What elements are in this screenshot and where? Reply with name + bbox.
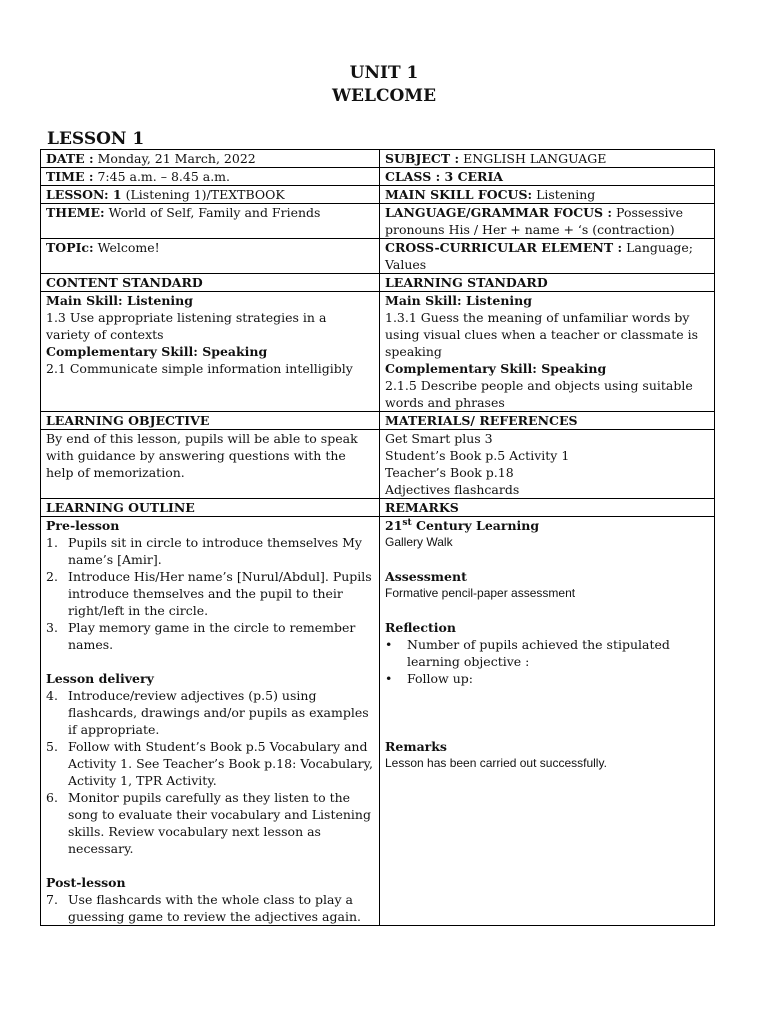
item-number: 7.: [46, 892, 58, 907]
item-text: Introduce His/Her name’s [Nurul/Abdul]. Pupils introduce themselves and the pupil to their right/left in the circle.: [68, 569, 372, 618]
item-number: 6.: [46, 790, 58, 805]
skill-focus-cell: [380, 186, 715, 204]
century-suffix: st: [402, 517, 412, 528]
item-text: Follow up:: [407, 671, 473, 686]
post-lesson-list: [46, 891, 374, 925]
material-item: Student’s Book p.5 Activity 1: [385, 448, 570, 463]
list-item: [46, 891, 374, 925]
item-text: Number of pupils achieved the stipulated learning objective :: [407, 637, 670, 669]
ls-comp-skill-label: Complementary Skill: Speaking: [385, 361, 607, 376]
ls-comp-skill-text: 2.1.5 Describe people and objects using suitable words and phrases: [385, 378, 693, 410]
date-cell: [41, 150, 380, 168]
time-cell: [41, 168, 380, 186]
subject-value: ENGLISH LANGUAGE: [459, 151, 607, 166]
theme-label: THEME:: [46, 205, 105, 220]
cross-curricular-cell: [380, 239, 715, 274]
material-item: Teacher’s Book p.18: [385, 465, 514, 480]
item-text: Monitor pupils carefully as they listen to the song to evaluate their vocabulary and Listening skills. Review vocabulary next lesson as necessary.: [68, 790, 371, 856]
list-item: [46, 619, 374, 653]
outline-heading: LEARNING OUTLINE: [41, 499, 380, 517]
material-item: Get Smart plus 3: [385, 431, 493, 446]
reflection-list: [385, 636, 709, 687]
assessment-label: Assessment: [385, 569, 467, 584]
century-rest: Century Learning: [411, 518, 540, 533]
lesson-label: LESSON: 1: [46, 187, 122, 202]
grammar-cell: [380, 204, 715, 239]
lesson-value: (Listening 1)/TEXTBOOK: [121, 187, 285, 202]
item-text: Use flashcards with the whole class to play a guessing game to review the adjectives again.: [68, 892, 361, 924]
time-label: TIME :: [46, 169, 94, 184]
objective-text: By end of this lesson, pupils will be able to speak with guidance by answering questions with the help of memorization.: [41, 430, 380, 499]
remarks-heading: REMARKS: [380, 499, 715, 517]
objective-heading: LEARNING OBJECTIVE: [41, 412, 380, 430]
page-title: WELCOME: [331, 86, 437, 106]
list-item: [46, 568, 374, 619]
list-item: [46, 789, 374, 857]
subject-cell: [380, 150, 715, 168]
list-item: [385, 636, 709, 670]
item-text: Introduce/review adjectives (p.5) using flashcards, drawings and/or pupils as examples if appropriate.: [68, 688, 369, 737]
item-text: Play memory game in the circle to remember names.: [68, 620, 356, 652]
item-number: 1.: [46, 535, 58, 550]
item-text: Follow with Student’s Book p.5 Vocabulary and Activity 1. See Teacher’s Book p.18: Vocabulary, Activity 1, TPR Activity.: [68, 739, 373, 788]
list-item: [46, 687, 374, 738]
cs-main-skill-label: Main Skill: Listening: [46, 293, 193, 308]
item-number: 4.: [46, 688, 58, 703]
list-item: [46, 534, 374, 568]
date-label: DATE :: [46, 151, 94, 166]
bullet: •: [385, 637, 393, 652]
date-value: Monday, 21 March, 2022: [93, 151, 256, 166]
remarks-label: Remarks: [385, 739, 447, 754]
outline-cell: [41, 517, 380, 926]
content-standard-heading: CONTENT STANDARD: [41, 274, 380, 292]
pre-lesson-label: Pre-lesson: [46, 518, 120, 533]
lesson-delivery-label: Lesson delivery: [46, 671, 154, 686]
learning-standard-cell: [380, 292, 715, 412]
century-learning-text: Gallery Walk: [385, 535, 453, 549]
materials-heading: MATERIALS/ REFERENCES: [380, 412, 715, 430]
century-learning-label: [385, 517, 709, 534]
grammar-label: LANGUAGE/GRAMMAR FOCUS :: [385, 205, 613, 220]
pre-lesson-list: [46, 534, 374, 653]
ls-main-skill-text: 1.3.1 Guess the meaning of unfamiliar words by using visual clues when a teacher or classmate is speaking: [385, 310, 699, 359]
century-number: 21: [385, 518, 403, 533]
cs-comp-skill-label: Complementary Skill: Speaking: [46, 344, 268, 359]
class-label: CLASS : 3 CERIA: [385, 169, 503, 184]
theme-cell: [41, 204, 380, 239]
content-standard-cell: [41, 292, 380, 412]
reflection-label: Reflection: [385, 620, 456, 635]
skill-focus-value: Listening: [532, 187, 596, 202]
topic-label: TOPIc:: [46, 240, 94, 255]
lesson-plan-table: [40, 149, 715, 926]
subject-label: SUBJECT :: [385, 151, 460, 166]
list-item: [385, 670, 709, 687]
lesson-heading: LESSON 1: [47, 129, 145, 149]
remarks-text: Lesson has been carried out successfully.: [385, 756, 607, 770]
topic-cell: [41, 239, 380, 274]
cs-comp-skill-text: 2.1 Communicate simple information intelligibly: [46, 361, 353, 376]
learning-standard-heading: LEARNING STANDARD: [380, 274, 715, 292]
cs-main-skill-text: 1.3 Use appropriate listening strategies in a variety of contexts: [46, 310, 327, 342]
cross-curricular-value: Language; Values: [385, 240, 694, 272]
topic-value: Welcome!: [93, 240, 160, 255]
material-item: Adjectives flashcards: [385, 482, 520, 497]
theme-value: World of Self, Family and Friends: [104, 205, 321, 220]
class-cell: [380, 168, 715, 186]
list-item: [46, 738, 374, 789]
bullet: •: [385, 671, 393, 686]
cross-curricular-label: CROSS-CURRICULAR ELEMENT :: [385, 240, 623, 255]
item-number: 3.: [46, 620, 58, 635]
unit-title: UNIT 1: [349, 63, 419, 83]
item-number: 2.: [46, 569, 58, 584]
remarks-cell: [380, 517, 715, 926]
ls-main-skill-label: Main Skill: Listening: [385, 293, 532, 308]
time-value: 7:45 a.m. – 8.45 a.m.: [93, 169, 231, 184]
lesson-cell: [41, 186, 380, 204]
assessment-text: Formative pencil-paper assessment: [385, 586, 576, 600]
item-number: 5.: [46, 739, 58, 754]
post-lesson-label: Post-lesson: [46, 875, 126, 890]
lesson-delivery-list: [46, 687, 374, 857]
item-text: Pupils sit in circle to introduce themselves My name’s [Amir].: [68, 535, 362, 567]
skill-focus-label: MAIN SKILL FOCUS:: [385, 187, 533, 202]
grammar-value: Possessive pronouns His / Her + name + ‘s (contraction): [385, 205, 683, 237]
materials-cell: [380, 430, 715, 499]
